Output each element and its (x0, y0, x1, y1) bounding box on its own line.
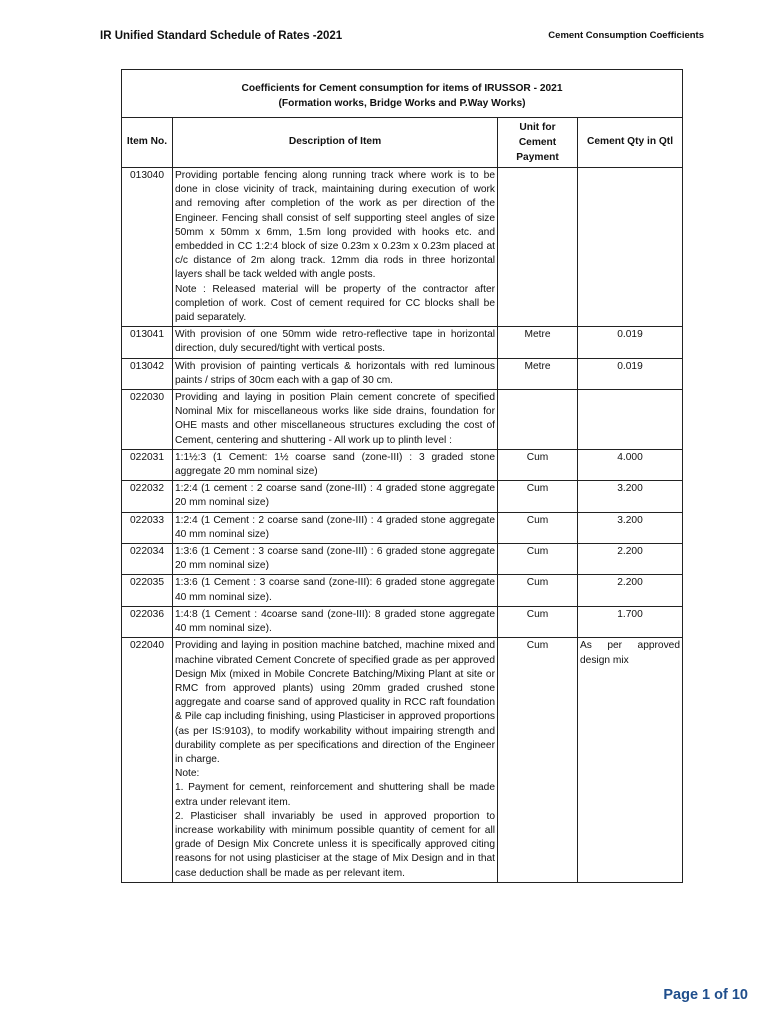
item-description: With provision of painting verticals & horizontals with red luminous paints / strips of 30cm each with a gap of 30 cm. (173, 358, 498, 389)
item-description (173, 638, 498, 882)
item-number: 022035 (122, 575, 173, 606)
description-note: Note : Released material will be property of the contractor after completion of work. Cost of cement required for CC blocks shall be paid separately. (175, 283, 495, 324)
column-header-description: Description of Item (173, 118, 498, 168)
item-unit: Metre (498, 358, 578, 389)
page-header (100, 30, 704, 46)
table-row (122, 606, 683, 637)
item-number: 022030 (122, 390, 173, 450)
table-row (122, 327, 683, 358)
document-title: IR Unified Standard Schedule of Rates -2021 (100, 30, 343, 42)
item-number: 022032 (122, 481, 173, 512)
item-qty (578, 390, 683, 450)
item-number: 022040 (122, 638, 173, 882)
item-number: 022034 (122, 544, 173, 575)
item-qty: 1.700 (578, 606, 683, 637)
item-description: With provision of one 50mm wide retro-reflective tape in horizontal direction, duly secured/tight with vertical posts. (173, 327, 498, 358)
note-label: Note: (175, 768, 200, 780)
item-description: 1:3:6 (1 Cement : 3 coarse sand (zone-III): 6 graded stone aggregate 40 mm nominal size). (173, 575, 498, 606)
table-row (122, 575, 683, 606)
unit-header-line2: Cement (518, 137, 557, 148)
item-description: 1:2:4 (1 Cement : 2 coarse sand (zone-III) : 4 graded stone aggregate 40 mm nominal size) (173, 512, 498, 543)
table-header-row (122, 118, 683, 168)
item-unit: Cum (498, 638, 578, 882)
item-unit (498, 168, 578, 327)
item-unit: Cum (498, 575, 578, 606)
item-unit: Cum (498, 606, 578, 637)
description-text: Providing portable fencing along running track where work is to be done in close vicinity of track, maintaining during execution of work and removing after completion of the work as per direction of the Engineer. Fencing shall consist of self supporting steel angles of size 50mm x 50mm x 6mm, 1.5m long provided with hooks etc. and embedded in CC 1:2:4 block of size 0.23m x 0.23m x 0.23m placed at c/c distance of 2m along track. 12mm dia rods in three horizontal layers shall be tack welded with angle posts. (175, 170, 495, 281)
item-description: 1:1½:3 (1 Cement: 1½ coarse sand (zone-III) : 3 graded stone aggregate 20 mm nominal size) (173, 449, 498, 480)
item-qty: 2.200 (578, 575, 683, 606)
table-row (122, 481, 683, 512)
table-row (122, 638, 683, 882)
item-unit: Metre (498, 327, 578, 358)
section-title: Cement Consumption Coefficients (548, 30, 704, 41)
item-qty: 3.200 (578, 512, 683, 543)
note-item-1: 1. Payment for cement, reinforcement and shuttering shall be made extra under relevant item. (175, 782, 495, 808)
item-description: 1:3:6 (1 Cement : 3 coarse sand (zone-III) : 6 graded stone aggregate 20 mm nominal size) (173, 544, 498, 575)
column-header-qty: Cement Qty in Qtl (578, 118, 683, 168)
item-number: 013041 (122, 327, 173, 358)
table-row (122, 358, 683, 389)
table-title-line1: Coefficients for Cement consumption for items of IRUSSOR - 2021 (241, 83, 563, 94)
unit-header-line1: Unit for (519, 122, 556, 133)
item-number: 013040 (122, 168, 173, 327)
item-description: Providing and laying in position Plain cement concrete of specified Nominal Mix for miscellaneous works like side drains, foundation for OHE masts and other miscellaneous structures excluding the cost of Cement, centering and shuttering - All work up to plinth level : (173, 390, 498, 450)
table-row (122, 168, 683, 327)
item-description: 1:2:4 (1 cement : 2 coarse sand (zone-III) : 4 graded stone aggregate 20 mm nominal size) (173, 481, 498, 512)
item-unit: Cum (498, 544, 578, 575)
column-header-unit (498, 118, 578, 168)
item-unit: Cum (498, 512, 578, 543)
item-qty: As per approved design mix (578, 638, 683, 882)
item-qty: 4.000 (578, 449, 683, 480)
table-title (122, 70, 683, 118)
cement-coefficients-table (121, 69, 683, 883)
item-number: 022031 (122, 449, 173, 480)
table-row (122, 449, 683, 480)
page-number: Page 1 of 10 (663, 987, 748, 1003)
item-qty: 3.200 (578, 481, 683, 512)
item-unit: Cum (498, 449, 578, 480)
table-title-row (122, 70, 683, 118)
item-number: 013042 (122, 358, 173, 389)
column-header-item: Item No. (122, 118, 173, 168)
table-row (122, 512, 683, 543)
item-qty: 0.019 (578, 358, 683, 389)
item-description (173, 168, 498, 327)
item-number: 022036 (122, 606, 173, 637)
item-description: 1:4:8 (1 Cement : 4coarse sand (zone-III): 8 graded stone aggregate 40 mm nominal size). (173, 606, 498, 637)
unit-header-line3: Payment (516, 152, 559, 163)
item-qty: 2.200 (578, 544, 683, 575)
item-qty: 0.019 (578, 327, 683, 358)
item-number: 022033 (122, 512, 173, 543)
description-text: Providing and laying in position machine batched, machine mixed and machine vibrated Cement Concrete of specified grade as per approved Design Mix (mixed in Mobile Concrete Batching/Mixing Plant at site or RMC from approved plants) using 20mm graded crushed stone aggregate and coarse sand of approved quality in RCC raft foundation & Pile cap including finishing, using Plasticiser in approved proportions (as per IS:9103), to modify workability without impairing strength and durability complete as per specifications and direction of the Engineer in charge. (175, 640, 495, 765)
item-unit (498, 390, 578, 450)
item-unit: Cum (498, 481, 578, 512)
note-item-2: 2. Plasticiser shall invariably be used in approved proportion to increase workability with minimum possible quantity of cement for all grade of Design Mix Concrete unless it is specifically approved citing reasons for not using plasticiser at the stage of Mix Design and in that case deduction shall be made as per relevant item. (175, 810, 495, 879)
item-qty (578, 168, 683, 327)
table-title-line2: (Formation works, Bridge Works and P.Way Works) (278, 98, 526, 109)
table-row (122, 544, 683, 575)
table-row (122, 390, 683, 450)
